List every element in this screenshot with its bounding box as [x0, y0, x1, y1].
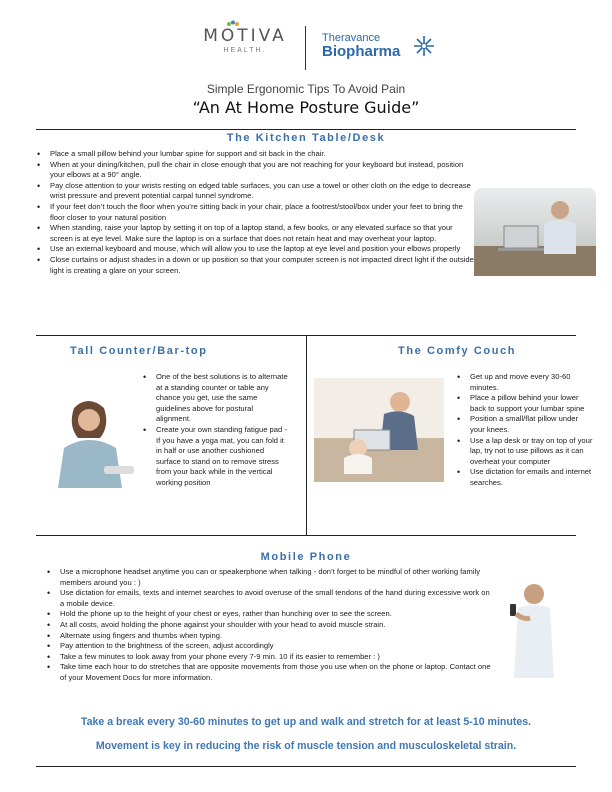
page-title: “An At Home Posture Guide”: [192, 98, 420, 117]
list-item: • Alternate using fingers and thumbs when typing.: [60, 631, 496, 642]
theravance-line1: Theravance: [322, 32, 381, 44]
standing-counter-photo: [44, 388, 140, 494]
mobile-heading: Mobile Phone: [260, 551, 352, 563]
motiva-name: MOTIVA: [203, 26, 287, 46]
list-item: • Pay close attention to your wrists resting on edged table surfaces, you can use a towel or other cloth on the edge to decrease wrist pressure and prevent potential carpal tunnel syndrome.: [50, 181, 474, 202]
list-item: • When standing, raise your laptop by setting it on top of a laptop stand, a few books, or any elevated surface so that your screen is at eye level. Make sure the laptop is on a surface that does not retain heat and may overheat your laptop.: [50, 223, 474, 244]
phone-user-photo: [500, 578, 570, 682]
list-item: • Hold the phone up to the height of your chest or eyes, rather than hunching over to see the screen.: [60, 609, 496, 620]
footer-line1: Take a break every 30-60 minutes to get up and walk and stretch for at least 5-10 minutes.: [80, 716, 532, 728]
divider-bottom: [36, 766, 576, 767]
list-item: • Use a microphone headset anytime you can or speakerphone when talking - don’t forget to be mindful of other working family members around you : ): [60, 567, 496, 588]
logo-divider: [305, 26, 306, 70]
list-item: • One of the best solutions is to alternate at a standing counter or table any chance you get, use the same guidelines above for postural alignment.: [156, 372, 290, 425]
couch-list: [454, 372, 594, 489]
list-item: • Place a small pillow behind your lumbar spine for support and sit back in the chair.: [50, 149, 474, 160]
comfy-couch-photo: [314, 378, 444, 482]
logo-dots-icon: [226, 20, 240, 28]
list-item: • Close curtains or adjust shades in a down or up position so that your computer screen is not impacted direct light if the outside light is creating a glare on your screen.: [50, 255, 474, 276]
list-item: • If your feet don’t touch the floor when you’re sitting back in your chair, place a footrest/stool/box under your feet to bring the floor closer to your natural position: [50, 202, 474, 223]
list-item: • Use an external keyboard and mouse, which will allow you to use the laptop at eye level and position your elbows properly: [50, 244, 474, 255]
kitchen-desk-photo: [474, 188, 596, 276]
list-item: • Take a few minutes to look away from your phone every 7-9 min. 10 if its easier to remember : ): [60, 652, 496, 663]
divider-top: [36, 129, 576, 130]
motiva-sub: HEALTH.: [223, 47, 267, 54]
page-subtitle: Simple Ergonomic Tips To Avoid Pain: [206, 82, 406, 96]
list-item: • Get up and move every 30-60 minutes.: [470, 372, 594, 393]
list-item: • Use dictation for emails and internet searches.: [470, 467, 594, 488]
footer-line2: Movement is key in reducing the risk of muscle tension and musculoskeletal strain.: [95, 740, 517, 752]
list-item: • At all costs, avoid holding the phone against your shoulder with your head to avoid muscle strain.: [60, 620, 496, 631]
theravance-line2: Biopharma: [322, 43, 401, 60]
divider-mobile: [36, 535, 576, 536]
list-item: • Position a small/flat pillow under your knees.: [470, 414, 594, 435]
counter-heading: Tall Counter/Bar-top: [70, 345, 208, 357]
counter-list: [140, 372, 290, 489]
list-item: • When at your dining/kitchen, pull the chair in close enough that you are not reaching for your keyboard but instead, position your elbows at a 90° angle.: [50, 160, 474, 181]
list-item: • Use dictation for emails, texts and internet searches to avoid overuse of the small tendons of the hand during excessive work on a mobile device.: [60, 588, 496, 609]
motiva-logo: [200, 26, 290, 54]
column-divider: [306, 335, 307, 535]
list-item: • Pay attention to the brightness of the screen, adjust accordingly: [60, 641, 496, 652]
kitchen-list: [34, 149, 474, 276]
starburst-icon: [412, 34, 436, 58]
list-item: • Take time each hour to do stretches that are opposite movements from those you use when on the phone or laptop. Contact one of your Movement Docs for more information.: [60, 662, 496, 683]
list-item: • Place a pillow behind your lower back to support your lumbar spine: [470, 393, 594, 414]
mobile-list: [44, 567, 496, 684]
couch-heading: The Comfy Couch: [398, 345, 517, 357]
list-item: • Create your own standing fatigue pad - If you have a yoga mat, you can fold it in half or use another cushioned surface to stand on to remove stress from your back while in the vertical working position: [156, 425, 290, 489]
list-item: • Use a lap desk or tray on top of your lap, try not to use pillows as it can overheat your computer: [470, 436, 594, 468]
kitchen-heading: The Kitchen Table/Desk: [226, 132, 386, 144]
